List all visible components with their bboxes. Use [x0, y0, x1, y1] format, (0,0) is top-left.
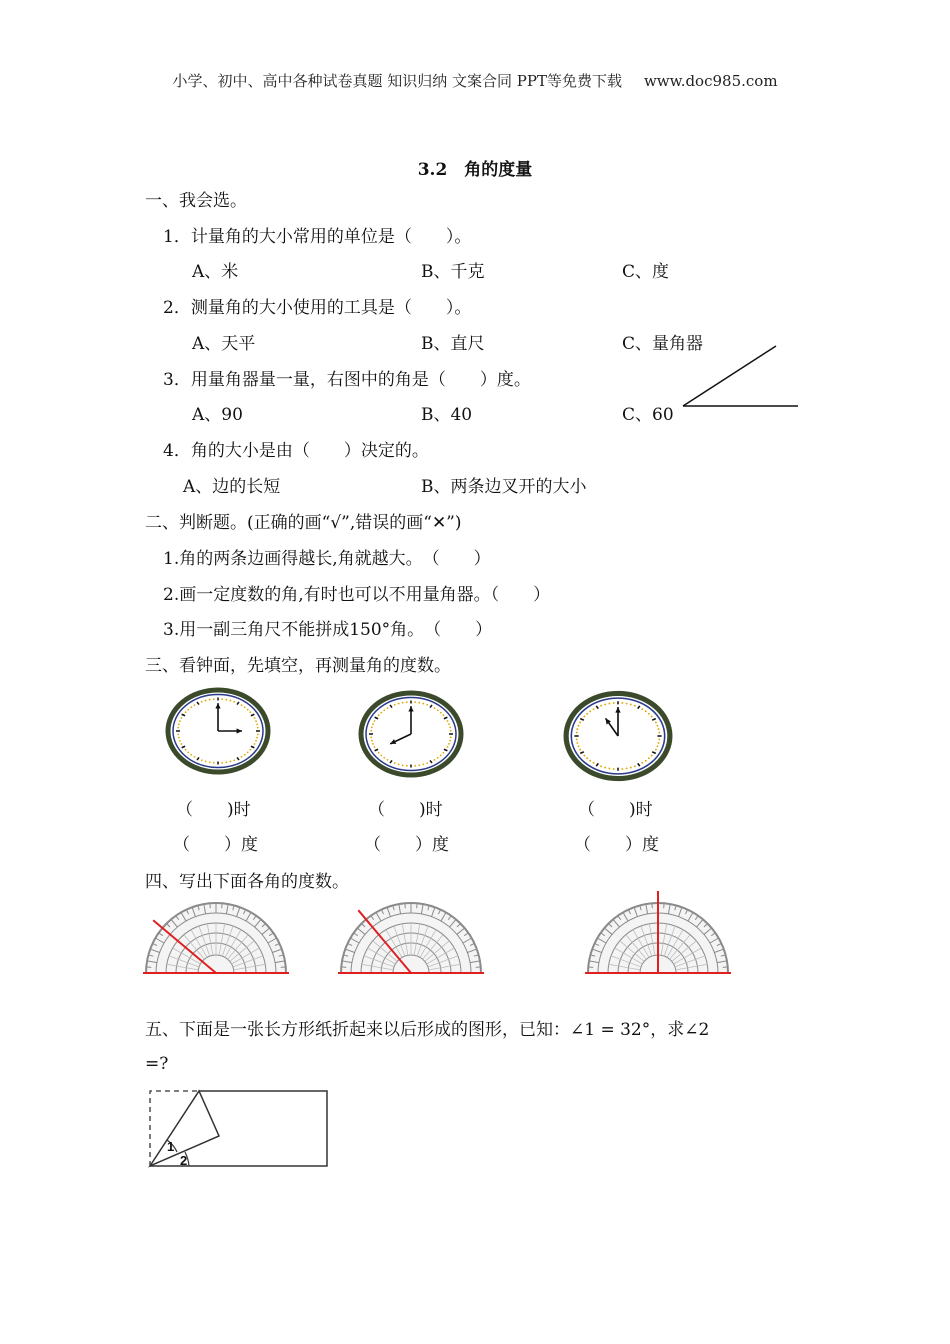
clock-minute-dot [370, 730, 372, 732]
clock-minute-dot [634, 765, 636, 767]
clock-minute-dot [576, 732, 578, 734]
clock-minute-dot [651, 716, 653, 718]
clock-minute-dot [194, 756, 196, 758]
clock-2 [358, 690, 464, 778]
clock-minute-dot [221, 762, 223, 764]
page-title: 3.2 角的度量 [417, 160, 533, 180]
clock-minute-dot [209, 699, 211, 701]
section1-heading: 一、我会选。 [145, 191, 247, 211]
clock-minute-dot [448, 723, 450, 725]
clock-minute-dot [201, 759, 203, 761]
question-1: 1．计量角的大小常用的单位是（ ）。 [163, 227, 472, 247]
q1-option-a: A、米 [192, 262, 239, 282]
clock-minute-dot [185, 711, 187, 713]
clock-minute-dot [255, 720, 257, 722]
clock-minute-dot [437, 757, 439, 759]
clock-minute-dot [372, 743, 374, 745]
clock-minute-dot [402, 702, 404, 704]
clock3-degree-blank: （ ）度 [574, 835, 659, 855]
clock-minute-dot [225, 699, 227, 701]
q2-option-c: C、量角器 [622, 334, 704, 354]
clock-minute-dot [450, 736, 452, 738]
clock-minute-dot [634, 705, 636, 707]
clock-minute-dot [244, 706, 246, 708]
clock-minute-dot [641, 708, 643, 710]
section5-question: 五、下面是一张长方形纸折起来以后形成的图形，已知：∠1 = 32°，求∠2 [145, 1020, 710, 1040]
clock-minute-dot [586, 713, 588, 715]
protractor-1 [143, 900, 289, 980]
clock-minute-dot [578, 725, 580, 727]
question-3: 3．用量角器量一量，右图中的角是（ ）度。 [163, 370, 531, 390]
section5-question-cont: =? [145, 1054, 169, 1074]
clock-minute-dot [190, 706, 192, 708]
clock-minute-dot [608, 768, 610, 770]
clock-minute-dot [187, 709, 189, 711]
clock-minute-dot [194, 704, 196, 706]
clock-minute-dot [657, 725, 659, 727]
clock-minute-dot [213, 698, 215, 700]
section2-heading: 二、判断题。(正确的画“√”,错误的画“✕”) [145, 513, 462, 533]
clock-minute-dot [229, 761, 231, 763]
clock-minute-dot [440, 755, 442, 757]
clock-minute-dot [387, 759, 389, 761]
clock-minute-dot [658, 742, 660, 744]
clock-minute-dot [450, 730, 452, 732]
q1-option-b: B、千克 [421, 262, 485, 282]
clock-1 [165, 687, 271, 775]
clock-minute-dot [244, 754, 246, 756]
clock-minute-dot [589, 760, 591, 762]
section3-heading: 三、看钟面，先填空，再测量角的度数。 [145, 656, 451, 676]
clock-minute-dot [387, 707, 389, 709]
clock-minute-dot [221, 698, 223, 700]
judge-item-3: 3.用一副三角尺不能拼成150°角。 （ ） [163, 620, 493, 640]
clock-minute-dot [380, 712, 382, 714]
clock-minute-dot [233, 701, 235, 703]
clock-minute-dot [658, 732, 660, 734]
folded-paper-figure [145, 1088, 331, 1170]
q3-option-a: A、90 [192, 405, 243, 425]
clock-minute-dot [254, 743, 256, 745]
clock-minute-dot [648, 757, 650, 759]
clock-minute-dot [205, 700, 207, 702]
clock-minute-dot [418, 764, 420, 766]
clock-minute-dot [645, 760, 647, 762]
judge-item-2: 2.画一定度数的角,有时也可以不用量角器。（ ） [163, 585, 551, 605]
clock-minute-dot [586, 757, 588, 759]
clock-minute-dot [177, 733, 179, 735]
clock-minute-dot [374, 720, 376, 722]
clock-minute-dot [181, 717, 183, 719]
clock-3 [563, 690, 673, 782]
clock-minute-dot [406, 765, 408, 767]
clock-minute-dot [442, 752, 444, 754]
clock-minute-dot [383, 757, 385, 759]
clock-minute-dot [589, 710, 591, 712]
q1-option-c: C、度 [622, 262, 670, 282]
clock-minute-dot [621, 702, 623, 704]
clock-minute-dot [370, 736, 372, 738]
clock-minute-dot [187, 752, 189, 754]
q4-option-a: A、边的长短 [183, 477, 281, 497]
q3-angle-figure [680, 343, 802, 409]
section4-heading: 四、写出下面各角的度数。 [145, 872, 349, 892]
clock-minute-dot [209, 761, 211, 763]
clock-minute-dot [213, 762, 215, 764]
clock-minute-dot [414, 765, 416, 767]
clock-minute-dot [449, 726, 451, 728]
clock-minute-dot [583, 755, 585, 757]
clock-minute-dot [418, 702, 420, 704]
clock-minute-dot [593, 708, 595, 710]
clock-minute-dot [600, 705, 602, 707]
clock-minute-dot [394, 704, 396, 706]
clock-minute-dot [658, 728, 660, 730]
clock-minute-dot [655, 722, 657, 724]
clock-minute-dot [247, 752, 249, 754]
clock-minute-dot [255, 740, 257, 742]
clock-minute-dot [190, 754, 192, 756]
clock-minute-dot [177, 727, 179, 729]
clock-minute-dot [241, 756, 243, 758]
clock-minute-dot [372, 723, 374, 725]
angle-2-label: 2 [180, 1153, 188, 1168]
clock2-hour-blank: （ )时 [368, 800, 443, 820]
clock-minute-dot [600, 765, 602, 767]
clock-minute-dot [254, 717, 256, 719]
clock-minute-dot [613, 768, 615, 770]
clock-minute-dot [398, 764, 400, 766]
clock-minute-dot [630, 767, 632, 769]
clock-minute-dot [604, 767, 606, 769]
q4-option-b: B、两条边叉开的大小 [421, 477, 587, 497]
clock-minute-dot [422, 703, 424, 705]
clock-minute-dot [179, 740, 181, 742]
clock-minute-dot [658, 739, 660, 741]
clock-minute-dot [257, 727, 259, 729]
clock-minute-dot [578, 745, 580, 747]
question-4: 4．角的大小是由（ ）决定的。 [163, 441, 429, 461]
q3-option-c: C、60 [622, 405, 674, 425]
clock-minute-dot [394, 762, 396, 764]
clock2-degree-blank: （ ）度 [364, 835, 449, 855]
clock-minute-dot [426, 704, 428, 706]
clock-minute-dot [225, 761, 227, 763]
clock-minute-dot [576, 739, 578, 741]
clock-minute-dot [414, 701, 416, 703]
clock-minute-dot [604, 703, 606, 705]
protractor-2 [338, 900, 484, 980]
clock-minute-dot [181, 743, 183, 745]
clock-minute-dot [648, 713, 650, 715]
clock-minute-dot [440, 712, 442, 714]
clock-minute-dot [583, 716, 585, 718]
clock-minute-dot [378, 752, 380, 754]
protractor-3 [580, 900, 736, 980]
clock-minute-dot [434, 759, 436, 761]
clock-minute-dot [645, 710, 647, 712]
clock-minute-dot [655, 749, 657, 751]
clock-minute-dot [205, 761, 207, 763]
clock-minute-dot [378, 714, 380, 716]
clock-minute-dot [185, 749, 187, 751]
clock-minute-dot [576, 742, 578, 744]
clock-minute-dot [579, 722, 581, 724]
q2-option-a: A、天平 [192, 334, 256, 354]
q2-option-b: B、直尺 [421, 334, 485, 354]
clock-minute-dot [641, 762, 643, 764]
clock-minute-dot [447, 746, 449, 748]
clock-minute-dot [406, 701, 408, 703]
clock-minute-dot [256, 723, 258, 725]
clock-minute-dot [383, 709, 385, 711]
clock-minute-dot [426, 762, 428, 764]
clock-minute-dot [442, 714, 444, 716]
clock-minute-dot [449, 740, 451, 742]
clock-minute-dot [402, 764, 404, 766]
clock-minute-dot [576, 728, 578, 730]
clock-minute-dot [233, 759, 235, 761]
page-header [0, 70, 950, 91]
q3-option-b: B、40 [421, 405, 473, 425]
clock-minute-dot [257, 733, 259, 735]
clock-minute-dot [651, 755, 653, 757]
clock-minute-dot [593, 762, 595, 764]
clock-minute-dot [626, 703, 628, 705]
clock-minute-dot [380, 755, 382, 757]
judge-item-1: 1.角的两条边画得越长,角就越大。 （ ） [163, 549, 491, 569]
clock-minute-dot [448, 743, 450, 745]
clock-minute-dot [179, 720, 181, 722]
clock-minute-dot [434, 707, 436, 709]
clock1-degree-blank: （ ）度 [173, 835, 258, 855]
clock-minute-dot [178, 737, 180, 739]
angle-1-label: 1 [167, 1139, 175, 1154]
clock-minute-dot [398, 703, 400, 705]
clock-minute-dot [201, 701, 203, 703]
clock-minute-dot [371, 726, 373, 728]
clock-minute-dot [579, 749, 581, 751]
header-url: www.doc985.com [643, 72, 778, 90]
clock-minute-dot [613, 702, 615, 704]
clock-minute-dot [447, 720, 449, 722]
clock1-hour-blank: （ )时 [176, 800, 251, 820]
clock3-hour-blank: （ )时 [578, 800, 653, 820]
clock-minute-dot [374, 746, 376, 748]
clock-minute-dot [626, 768, 628, 770]
clock-minute-dot [229, 700, 231, 702]
clock-minute-dot [256, 737, 258, 739]
clock-minute-dot [178, 723, 180, 725]
clock-minute-dot [371, 740, 373, 742]
clock-minute-dot [657, 745, 659, 747]
clock-minute-dot [608, 703, 610, 705]
header-left-text: 小学、初中、高中各种试卷真题 知识归纳 文案合同 PPT等免费下载 [172, 72, 622, 90]
clock-minute-dot [241, 704, 243, 706]
clock-minute-dot [247, 709, 249, 711]
clock-minute-dot [422, 764, 424, 766]
clock-minute-dot [437, 709, 439, 711]
clock-minute-dot [249, 711, 251, 713]
clock-minute-dot [249, 749, 251, 751]
clock-minute-dot [630, 703, 632, 705]
clock-minute-dot [621, 768, 623, 770]
question-2: 2．测量角的大小使用的工具是（ ）。 [163, 298, 472, 318]
